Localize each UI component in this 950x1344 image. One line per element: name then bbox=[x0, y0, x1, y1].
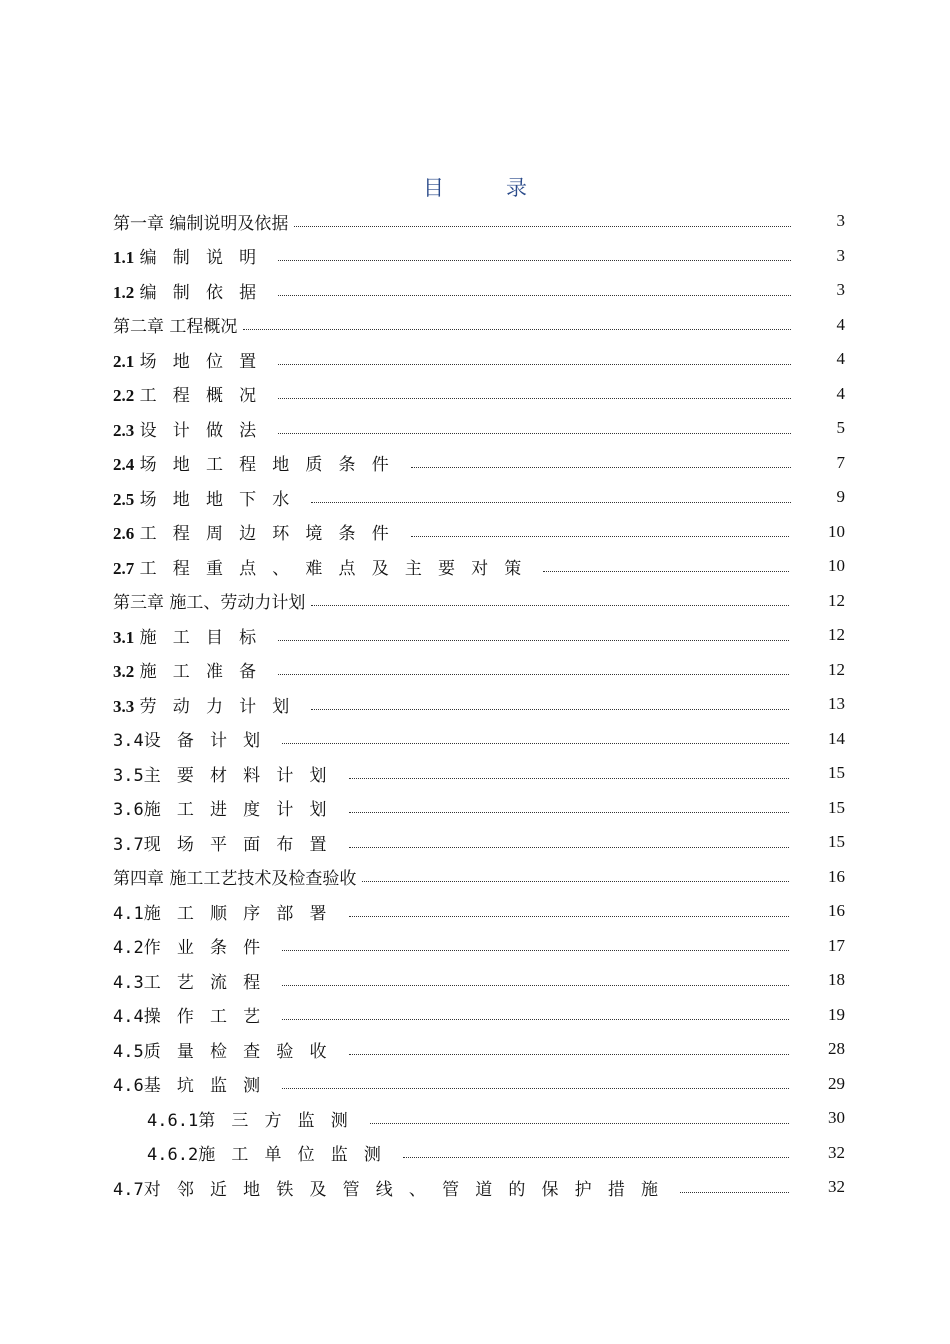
toc-entry-page: 5 bbox=[836, 418, 845, 438]
toc-entry-label: 施工单位监测 bbox=[198, 1145, 398, 1166]
toc-entry-label: 施工顺序部署 bbox=[143, 903, 343, 924]
toc-entry-label: 操作工艺 bbox=[143, 1007, 277, 1028]
toc-entry-number: 2.7 bbox=[113, 558, 135, 578]
toc-entry-page: 9 bbox=[836, 487, 845, 507]
toc-entry-number: 4.5 bbox=[113, 1041, 144, 1062]
toc-entry-page: 12 bbox=[828, 659, 845, 679]
toc-entry-label: 第四章 施工工艺技术及检查验收 bbox=[113, 869, 357, 890]
toc-entry-label: 基坑监测 bbox=[143, 1076, 277, 1097]
toc-entry-2-1[interactable] bbox=[113, 342, 845, 377]
leader-dots bbox=[311, 709, 789, 710]
leader-dots bbox=[278, 260, 791, 261]
toc-entry-3-5[interactable] bbox=[113, 756, 845, 791]
toc-entry-page: 3 bbox=[836, 245, 845, 265]
toc-entry-number: 4.6 bbox=[113, 1076, 144, 1097]
toc-entry-2-3[interactable] bbox=[113, 411, 845, 446]
toc-entry-label: 施工目标 bbox=[139, 627, 273, 648]
toc-entry-number: 4.1 bbox=[113, 903, 144, 924]
toc-entry-page: 14 bbox=[828, 728, 845, 748]
toc-entry-4-3[interactable] bbox=[113, 963, 845, 998]
toc-entry-1-1[interactable] bbox=[113, 239, 845, 274]
toc-entry-label: 编制说明 bbox=[139, 248, 273, 269]
leader-dots bbox=[349, 847, 789, 848]
toc-entry-number: 3.5 bbox=[113, 765, 144, 786]
leader-dots bbox=[282, 743, 789, 744]
toc-entry-label: 设计做法 bbox=[139, 420, 273, 441]
toc-entry-page: 12 bbox=[828, 590, 845, 610]
toc-entry-chapter-2[interactable] bbox=[113, 308, 845, 343]
leader-dots bbox=[680, 1192, 789, 1193]
toc-entry-4-6[interactable] bbox=[113, 1067, 845, 1102]
toc-entry-page: 3 bbox=[836, 211, 845, 231]
leader-dots bbox=[282, 985, 789, 986]
leader-dots bbox=[243, 329, 791, 330]
toc-entry-3-1[interactable] bbox=[113, 618, 845, 653]
toc-entry-number: 1.2 bbox=[113, 282, 135, 302]
toc-entry-page: 4 bbox=[836, 349, 845, 369]
leader-dots bbox=[278, 398, 791, 399]
toc-entry-label: 第三方监测 bbox=[198, 1110, 364, 1131]
toc-entry-page: 16 bbox=[828, 866, 845, 886]
toc-entry-label: 工艺流程 bbox=[143, 972, 277, 993]
toc-entry-label: 施工进度计划 bbox=[143, 800, 343, 821]
toc-entry-3-6[interactable] bbox=[113, 791, 845, 826]
toc-entry-page: 30 bbox=[828, 1108, 845, 1128]
toc-entry-label: 第一章 编制说明及依据 bbox=[113, 213, 289, 234]
toc-entry-page: 29 bbox=[828, 1073, 845, 1093]
toc-entry-label: 施工准备 bbox=[139, 662, 273, 683]
toc-entry-page: 16 bbox=[828, 901, 845, 921]
toc-entry-2-4[interactable] bbox=[113, 446, 845, 481]
leader-dots bbox=[349, 1054, 789, 1055]
toc-entry-label: 主要材料计划 bbox=[143, 765, 343, 786]
toc-entry-page: 10 bbox=[828, 521, 845, 541]
toc-entry-label: 第三章 施工、劳动力计划 bbox=[113, 593, 306, 614]
toc-entry-page: 7 bbox=[836, 452, 845, 472]
leader-dots bbox=[349, 778, 789, 779]
toc-entry-number: 2.3 bbox=[113, 420, 135, 440]
leader-dots bbox=[362, 881, 789, 882]
toc-entry-page: 18 bbox=[828, 970, 845, 990]
toc-entry-page: 4 bbox=[836, 314, 845, 334]
toc-entry-number: 2.6 bbox=[113, 524, 135, 544]
toc-entry-4-2[interactable] bbox=[113, 929, 845, 964]
toc-entry-label: 场地位置 bbox=[139, 351, 273, 372]
toc-entry-page: 15 bbox=[828, 763, 845, 783]
table-of-contents bbox=[113, 204, 845, 1205]
toc-entry-label: 第二章 工程概况 bbox=[113, 317, 238, 338]
leader-dots bbox=[278, 295, 791, 296]
toc-entry-2-6[interactable] bbox=[113, 515, 845, 550]
toc-entry-page: 15 bbox=[828, 797, 845, 817]
toc-entry-label: 设备计划 bbox=[143, 731, 277, 752]
toc-entry-number: 3.4 bbox=[113, 731, 144, 752]
toc-entry-label: 对邻近地铁及管线、管道的保护措施 bbox=[143, 1179, 675, 1200]
toc-entry-number: 3.2 bbox=[113, 662, 135, 682]
toc-entry-number: 3.6 bbox=[113, 800, 144, 821]
toc-entry-page: 28 bbox=[828, 1039, 845, 1059]
toc-title-left: 目 bbox=[423, 176, 444, 200]
toc-entry-number: 4.6.2 bbox=[147, 1145, 199, 1166]
toc-entry-number: 2.4 bbox=[113, 455, 135, 475]
toc-entry-3-4[interactable] bbox=[113, 722, 845, 757]
toc-entry-label: 场地工程地质条件 bbox=[139, 455, 405, 476]
toc-entry-2-5[interactable] bbox=[113, 480, 845, 515]
toc-entry-4-6-1[interactable] bbox=[113, 1101, 845, 1136]
toc-entry-page: 19 bbox=[828, 1004, 845, 1024]
toc-entry-label: 作业条件 bbox=[143, 938, 277, 959]
toc-entry-page: 10 bbox=[828, 556, 845, 576]
toc-entry-3-3[interactable] bbox=[113, 687, 845, 722]
leader-dots bbox=[349, 812, 789, 813]
leader-dots bbox=[311, 502, 791, 503]
toc-entry-number: 3.1 bbox=[113, 627, 135, 647]
toc-entry-2-2[interactable] bbox=[113, 377, 845, 412]
toc-entry-number: 3.3 bbox=[113, 696, 135, 716]
toc-title bbox=[0, 172, 950, 202]
toc-entry-2-7[interactable] bbox=[113, 549, 845, 584]
toc-entry-number: 2.1 bbox=[113, 351, 135, 371]
leader-dots bbox=[282, 1088, 789, 1089]
leader-dots bbox=[278, 364, 791, 365]
toc-entry-number: 4.2 bbox=[113, 938, 144, 959]
toc-entry-label: 场地地下水 bbox=[139, 489, 306, 510]
toc-title-right: 录 bbox=[506, 176, 527, 200]
toc-entry-label: 现场平面布置 bbox=[143, 834, 343, 855]
toc-entry-number: 4.3 bbox=[113, 972, 144, 993]
leader-dots bbox=[282, 1019, 789, 1020]
toc-entry-label: 编制依据 bbox=[139, 282, 273, 303]
leader-dots bbox=[411, 467, 791, 468]
leader-dots bbox=[282, 950, 789, 951]
leader-dots bbox=[278, 640, 789, 641]
leader-dots bbox=[403, 1157, 789, 1158]
toc-entry-page: 15 bbox=[828, 832, 845, 852]
toc-entry-chapter-1[interactable] bbox=[113, 204, 845, 239]
leader-dots bbox=[278, 674, 789, 675]
toc-entry-number: 2.2 bbox=[113, 386, 135, 406]
toc-entry-page: 4 bbox=[836, 383, 845, 403]
toc-entry-1-2[interactable] bbox=[113, 273, 845, 308]
toc-entry-page: 13 bbox=[828, 694, 845, 714]
toc-entry-label: 工程重点、难点及主要对策 bbox=[139, 558, 538, 579]
toc-entry-label: 质量检查验收 bbox=[143, 1041, 343, 1062]
toc-entry-label: 劳动力计划 bbox=[139, 696, 306, 717]
leader-dots bbox=[311, 605, 789, 606]
toc-entry-4-7[interactable] bbox=[113, 1170, 845, 1205]
toc-entry-page: 32 bbox=[828, 1142, 845, 1162]
toc-entry-label: 工程周边环境条件 bbox=[139, 524, 405, 545]
toc-entry-number: 4.7 bbox=[113, 1179, 144, 1200]
toc-entry-page: 3 bbox=[836, 280, 845, 300]
toc-entry-number: 3.7 bbox=[113, 834, 144, 855]
toc-entry-number: 2.5 bbox=[113, 489, 135, 509]
toc-entry-4-4[interactable] bbox=[113, 998, 845, 1033]
leader-dots bbox=[411, 536, 789, 537]
toc-entry-page: 12 bbox=[828, 625, 845, 645]
leader-dots bbox=[543, 571, 789, 572]
toc-entry-4-1[interactable] bbox=[113, 894, 845, 929]
toc-entry-chapter-4[interactable] bbox=[113, 860, 845, 895]
leader-dots bbox=[278, 433, 791, 434]
toc-entry-number: 4.6.1 bbox=[147, 1110, 199, 1131]
toc-entry-page: 32 bbox=[828, 1177, 845, 1197]
toc-entry-3-7[interactable] bbox=[113, 825, 845, 860]
leader-dots bbox=[294, 226, 791, 227]
leader-dots bbox=[349, 916, 789, 917]
leader-dots bbox=[370, 1123, 789, 1124]
toc-entry-number: 4.4 bbox=[113, 1007, 144, 1028]
toc-entry-chapter-3[interactable] bbox=[113, 584, 845, 619]
toc-entry-4-5[interactable] bbox=[113, 1032, 845, 1067]
toc-entry-4-6-2[interactable] bbox=[113, 1136, 845, 1171]
toc-entry-3-2[interactable] bbox=[113, 653, 845, 688]
toc-entry-number: 1.1 bbox=[113, 248, 135, 268]
toc-entry-label: 工程概况 bbox=[139, 386, 273, 407]
toc-entry-page: 17 bbox=[828, 935, 845, 955]
